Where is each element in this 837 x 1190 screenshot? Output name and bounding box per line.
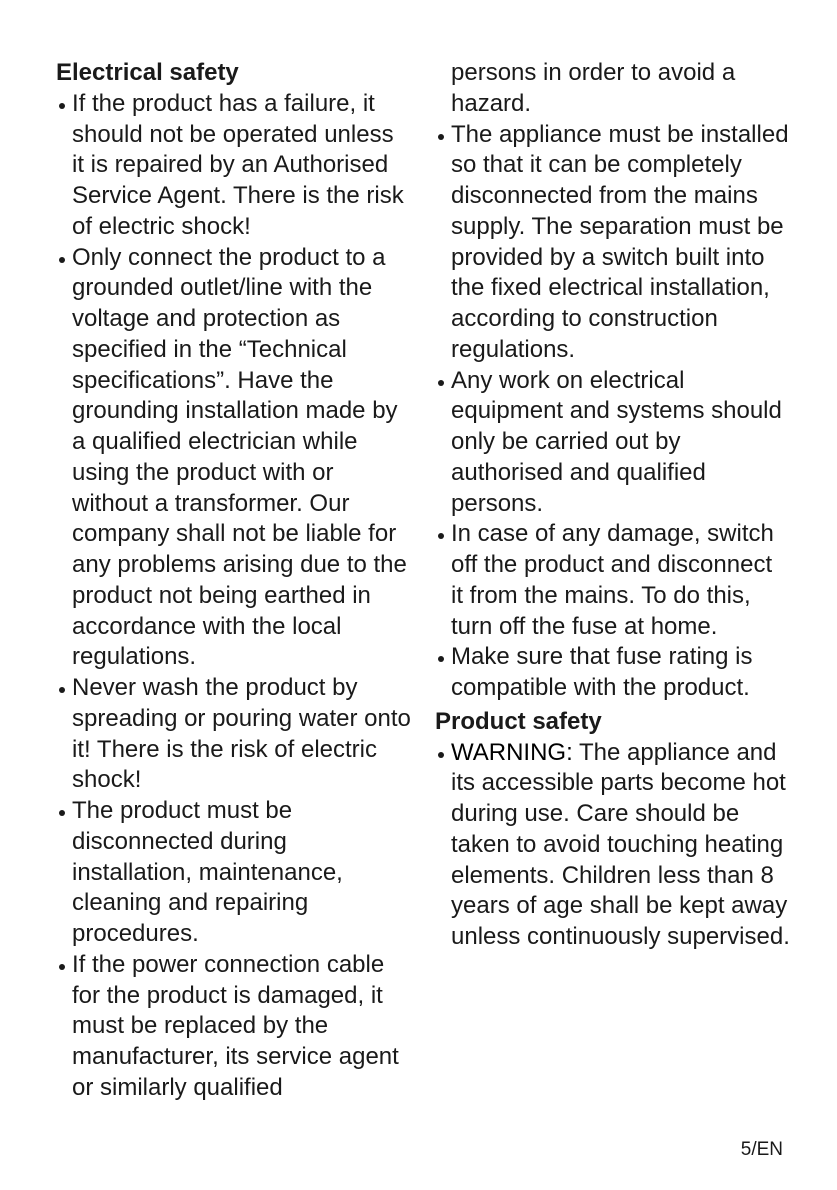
warning-label: WARNING: [451, 738, 573, 766]
list-item: In case of any damage, switch off the product and disconnect it from the mains. To do this, turn off the fuse at home. [435, 519, 790, 642]
list-item: Make sure that fuse rating is compatible with the product. [435, 642, 790, 704]
page-number: 5/EN [740, 1139, 783, 1160]
list-item: Only connect the product to a grounded outlet/line with the voltage and protection as specified in the “Technical specifications”. Have the grounding installation made by a qualified electrician while using the product with or without a transformer. Our company shall not be liable for any problems arising due to the product not being earthed in accordance with the local regulations. [56, 243, 411, 674]
list-item: Never wash the product by spreading or pouring water onto it! There is the risk of electric shock! [56, 673, 411, 796]
list-item: If the product has a failure, it should not be operated unless it is repaired by an Authorised Service Agent. There is the risk of electric shock! [56, 89, 411, 243]
electrical-safety-heading: Electrical safety [56, 59, 239, 86]
right-column [435, 58, 790, 953]
list-item-continuation: persons in order to avoid a hazard. [451, 59, 736, 117]
list-item: The appliance must be installed so that it can be completely disconnected from the mains supply. The separation must be provided by a switch built into the fixed electrical installation, according to construction regulations. [435, 120, 790, 366]
product-safety-heading: Product safety [435, 707, 602, 735]
warning-text: The appliance and its accessible parts become hot during use. Care should be taken to avoid touching heating elements. Children less than 8 years of age shall be kept away unless continuously supervised. [451, 738, 790, 950]
list-item: Any work on electrical equipment and systems should only be carried out by authorised and qualified persons. [435, 366, 790, 520]
electrical-safety-list-continued [435, 58, 790, 704]
product-safety-list [435, 738, 790, 953]
left-column [56, 58, 411, 1104]
electrical-safety-list [56, 89, 411, 1104]
list-item: If the power connection cable for the product is damaged, it must be replaced by the manufacturer, its service agent or similarly qualified [56, 950, 411, 1104]
warning-item [435, 738, 790, 953]
list-item: The product must be disconnected during installation, maintenance, cleaning and repairing procedures. [56, 796, 411, 950]
